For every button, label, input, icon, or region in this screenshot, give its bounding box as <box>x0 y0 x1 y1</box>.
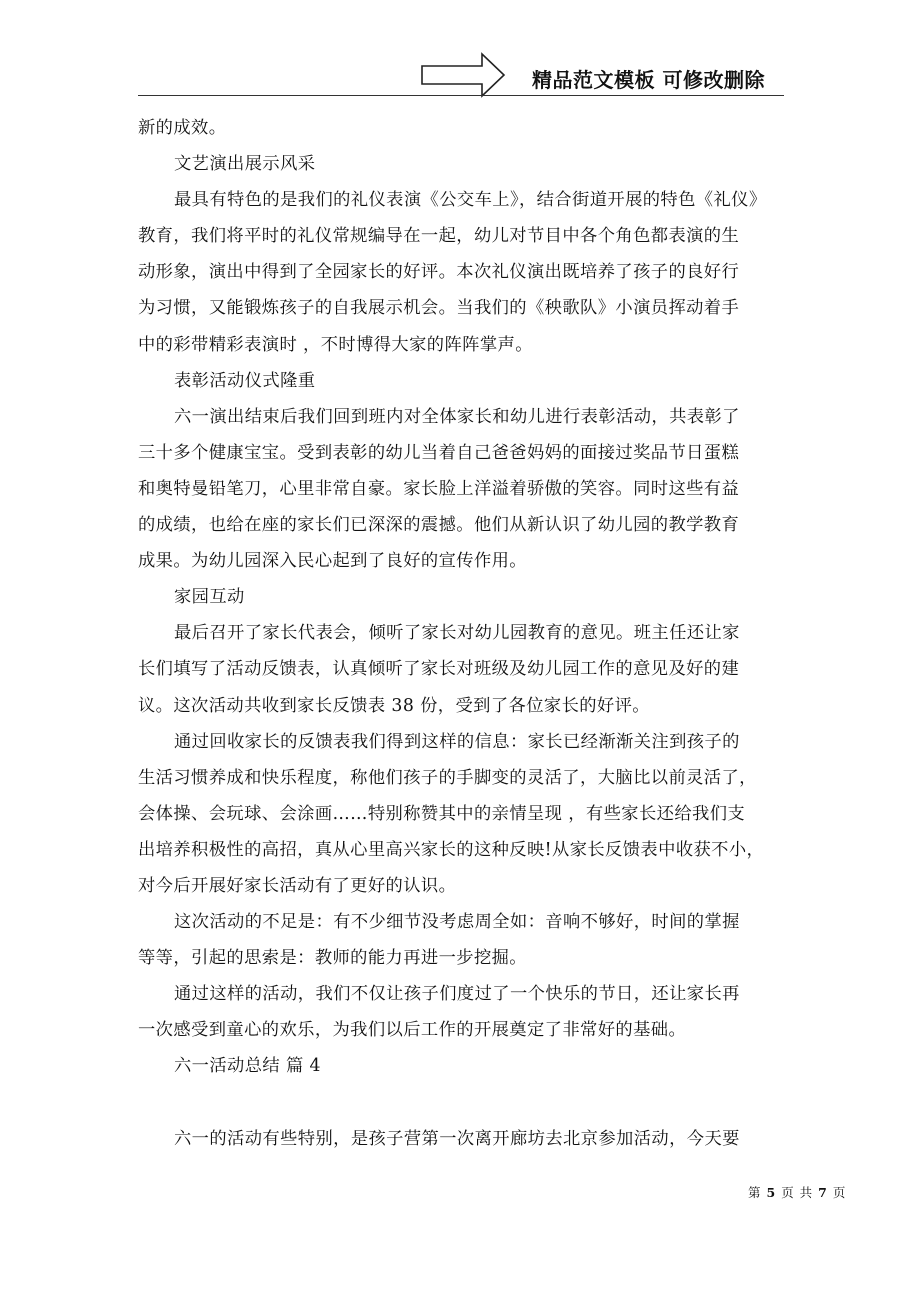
body-line: 会体操、会玩球、会涂画……特别称赞其中的亲情呈现 ，有些家长还给我们支 <box>138 803 746 824</box>
body-line: 成果。为幼儿园深入民心起到了良好的宣传作用。 <box>138 551 527 572</box>
body-line: 为习惯，又能锻炼孩子的自我展示机会。当我们的《秧歌队》小演员挥动着手 <box>138 298 740 319</box>
page-footer <box>748 1183 846 1201</box>
body-line: 三十多个健康宝宝。受到表彰的幼儿当着自己爸爸妈妈的面接过奖品节日蛋糕 <box>138 442 740 463</box>
section-heading: 家园互动 <box>174 587 245 608</box>
body-line: 生活习惯养成和快乐程度，称他们孩子的手脚变的灵活了，大脑比以前灵活了， <box>138 767 757 788</box>
header-divider <box>138 95 784 96</box>
body-line: 对今后开展好家长活动有了更好的认识。 <box>138 875 457 896</box>
body-line: 六一的活动有些特别，是孩子营第一次离开廊坊去北京参加活动，今天要 <box>174 1128 740 1149</box>
page-total: 7 <box>818 1185 828 1200</box>
body-line: 通过这样的活动，我们不仅让孩子们度过了一个快乐的节日，还让家长再 <box>174 984 740 1005</box>
body-line: 一次感受到童心的欢乐，为我们以后工作的开展奠定了非常好的基础。 <box>138 1020 687 1041</box>
page-prefix: 第 <box>748 1185 762 1200</box>
document-body <box>138 110 798 1157</box>
page-suffix: 页 <box>832 1185 847 1200</box>
body-line: 等等，引起的思索是：教师的能力再进一步挖掘。 <box>138 948 527 969</box>
page-middle: 页 共 <box>781 1185 814 1200</box>
body-line: 的成绩，也给在座的家长们已深深的震撼。他们从新认识了幼儿园的教学教育 <box>138 515 740 536</box>
section-heading: 表彰活动仪式隆重 <box>174 370 316 391</box>
body-line: 和奥特曼铅笔刀，心里非常自豪。家长脸上洋溢着骄傲的笑容。同时这些有益 <box>138 478 740 499</box>
blank-line <box>138 1085 798 1121</box>
body-line: 出培养积极性的高招，真从心里高兴家长的这种反映!从家长反馈表中收获不小， <box>138 839 765 860</box>
header-title: 精品范文模板 可修改删除 <box>532 68 765 92</box>
body-line: 这次活动的不足是：有不少细节没考虑周全如：音响不够好，时间的掌握 <box>174 912 740 933</box>
body-line: 最具有特色的是我们的礼仪表演《公交车上》，结合街道开展的特色《礼仪》 <box>174 190 767 211</box>
body-line: 六一演出结束后我们回到班内对全体家长和幼儿进行表彰活动，共表彰了 <box>174 406 740 427</box>
arrow-right-icon <box>420 52 506 98</box>
body-line: 通过回收家长的反馈表我们得到这样的信息：家长已经渐渐关注到孩子的 <box>174 731 740 752</box>
body-line: 议。这次活动共收到家长反馈表 38 份，受到了各位家长的好评。 <box>138 695 650 716</box>
body-line: 长们填写了活动反馈表，认真倾听了家长对班级及幼儿园工作的意见及好的建 <box>138 659 740 680</box>
section-heading: 六一活动总结 篇 4 <box>174 1056 321 1077</box>
section-heading: 文艺演出展示风采 <box>174 154 316 175</box>
body-line: 最后召开了家长代表会，倾听了家长对幼儿园教育的意见。班主任还让家 <box>174 623 740 644</box>
body-line: 中的彩带精彩表演时 ，不时博得大家的阵阵掌声。 <box>138 334 533 355</box>
body-line: 教育，我们将平时的礼仪常规编导在一起，幼儿对节目中各个角色都表演的生 <box>138 226 740 247</box>
body-line: 动形象，演出中得到了全园家长的好评。本次礼仪演出既培养了孩子的良好行 <box>138 262 740 283</box>
page-header <box>0 0 920 100</box>
body-line: 新的成效。 <box>138 118 227 138</box>
page-current: 5 <box>766 1185 777 1200</box>
